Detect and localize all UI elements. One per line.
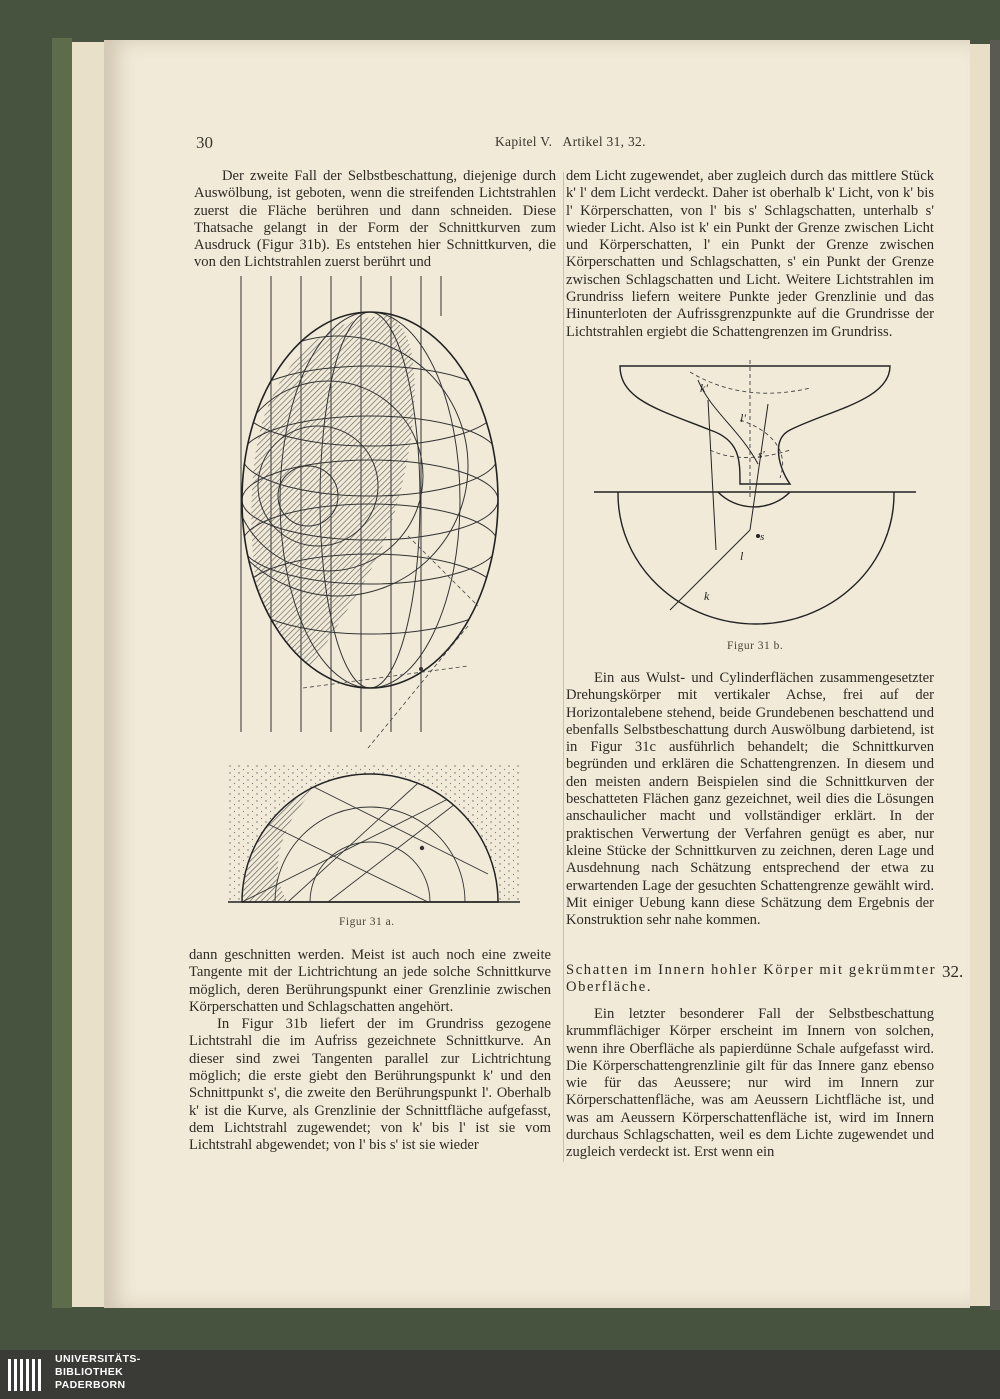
column-rule <box>563 172 564 1162</box>
paragraph-text: Ein letzter besonderer Fall der Selbstbeschattung krummflächiger Körper erscheint im Innern von solchen, wenn ihre Oberfläche als papierdünne Schale aufgefasst wird. Die Körperschattengrenzlinie gilt für das Innere ganz ebenso wie für das Aeussere; nur wird im Innern zur Körperschattenfläche, was am Aeussern Lichtfläche ist, und was am Aeussern Körperschattenfläche ist, wird im Innern durchaus Schlagschatten, weil es dem Lichte zugewendet und zugleich verdeckt ist. Erst wenn ein <box>566 1006 934 1161</box>
paragraph-text: In Figur 31b liefert der im Grundriss gezogene Lichtstrahl die im Aufriss gezeichnete Schnittkurve. An dieser sind zwei Tangenten parallel zur Lichtrichtung möglich; die erste giebt den Berührungspunkt k' und den Schnittpunkt s', die zweite den Berührungspunkt l'. Oberhalb k' ist die Kurve, als Grenzlinie der Schnittfläche aufgefasst, dem Lichtstrahl zugewendet; von k' bis l' ist sie vom Lichtstrahl abgewendet; von l' bis s' ist sie wieder <box>189 1016 551 1154</box>
book-binding <box>52 38 72 1308</box>
figure-31b-caption: Figur 31 b. <box>727 640 784 652</box>
paragraph-text: Ein aus Wulst- und Cylinderflächen zusammengesetzter Drehungskörper mit vertikaler Achse, frei auf der Horizontalebene stehend, beide Grundebenen beschattend und ebenfalls Selbstbeschattung durch Auswölbung darbietend, ist in Figur 31c ausführlich behandelt; die Schnittkurven begründen und erklären die Schattengrenzen. In diesem und den meisten andern Beispielen sind die Schnittkurven der beschatteten Flächen ganz gezeichnet, weil dies die Lösungen anschaulicher macht und vollständiger erklärt. In der praktischen Verwertung der Verfahren genügt es aber, nur kleine Stücke der Schnittkurven zu zeichnen, deren Lage und Ausdehnung nach Schätzung entsprechend der etwa zu erwartenden Lage der gesuchten Schattengrenze gewählt wird. Mit einiger Uebung kann diese Schätzung dem Ergebnis der Konstruktion sehr nahe kommen. <box>566 670 934 929</box>
figure-31b <box>590 360 920 630</box>
figure-31a-elevation <box>228 276 520 758</box>
figure-31a-plan <box>228 764 520 910</box>
section-number: 32. <box>942 962 964 981</box>
left-paragraph-2 <box>189 947 551 1155</box>
library-logo-icon <box>6 1355 46 1395</box>
right-paragraph-3 <box>566 1006 934 1162</box>
library-name-line-3: PADERBORN <box>55 1379 126 1391</box>
paragraph-text: dem Licht zugewendet, aber zugleich durch das mittlere Stück k' l' dem Licht verdeckt. Daher ist oberhalb k' Licht, von k' bis l' Körperschatten, von l' bis s' Schlagschatten, unterhalb s' wieder Licht. Also ist k' ein Punkt der Grenze zwischen Licht und Körperschatten, l' ein Punkt der Grenze zwischen Körperschatten und Schlagschatten, s' ein Punkt der Grenze zwischen Schlagschatten und Licht. Weitere Lichtstrahlen im Grundriss liefern weitere Punkte jeder Grenzlinie und das Hinunterloten der Aufrissgrenzpunkte auf die Grundrisse der Lichtstrahlen ergiebt die Schattengrenzen im Grundriss. <box>566 168 934 340</box>
scan-border <box>990 40 1000 1310</box>
page-number: 30 <box>196 133 213 152</box>
paragraph-text: Der zweite Fall der Selbstbeschattung, diejenige durch Auswölbung, ist geboten, wenn die streifenden Lichtstrahlen zuerst die Fläche berühren und dann schneiden. Diese Thatsache gelangt in der Form der Schnittkurven zum Ausdruck (Figur 31b). Es entstehen hier Schnittkurven, die von den Lichtstrahlen zuerst berührt und <box>194 168 556 271</box>
section-heading-text: Schatten im Innern hohler Körper mit gekrümmter Oberfläche. <box>566 962 937 996</box>
label-l: l <box>740 549 744 563</box>
section-heading <box>566 962 946 997</box>
figure-31a-caption: Figur 31 a. <box>339 916 395 928</box>
label-l-prime: l' <box>740 411 746 425</box>
library-name-line-1: UNIVERSITÄTS- <box>55 1353 141 1365</box>
right-paragraph-2 <box>566 670 934 929</box>
label-s: s <box>760 531 765 543</box>
label-k-prime: k' <box>700 381 708 395</box>
label-s-prime: s' <box>758 449 765 461</box>
left-paragraph-1 <box>194 168 556 272</box>
running-head: Kapitel V. Artikel 31, 32. <box>495 134 646 149</box>
right-paragraph-1 <box>566 168 934 341</box>
label-k: k <box>704 589 710 603</box>
library-footer <box>0 1350 1000 1399</box>
paragraph-text: dann geschnitten werden. Meist ist auch noch eine zweite Tangente mit der Lichtrichtung an jede solche Schnittkurve möglich, deren Berührungspunkt einer Grenzlinie zwischen Körperschatten und Schlagschatten angehört. <box>189 947 551 1015</box>
library-name-line-2: BIBLIOTHEK <box>55 1366 124 1378</box>
